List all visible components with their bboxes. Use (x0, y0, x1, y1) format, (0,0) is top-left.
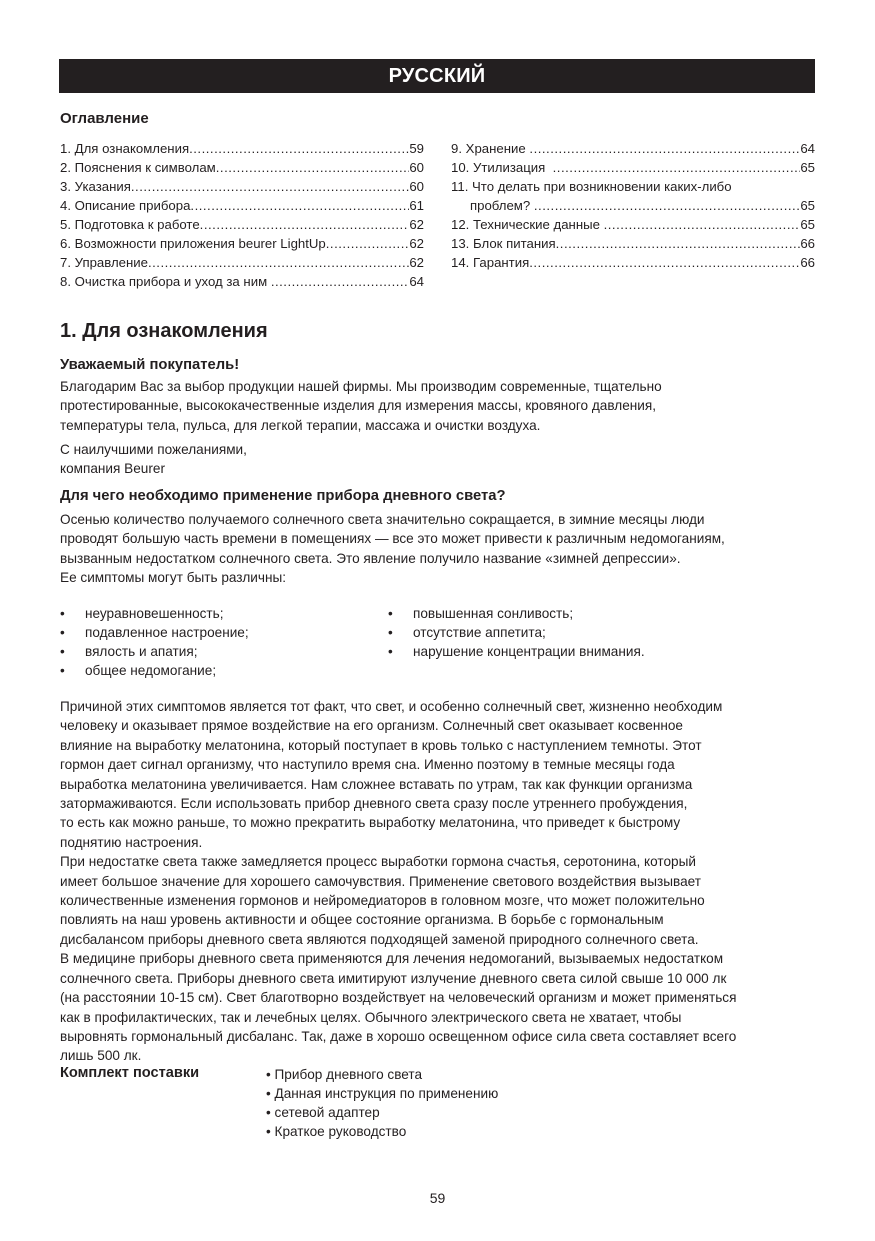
list-item: • повышенная сонливость; (388, 606, 574, 621)
signature: С наилучшими пожеланиями, компания Beurer (60, 442, 247, 477)
kit-heading: Комплект поставки (60, 1065, 200, 1081)
symptoms-list-right (388, 604, 645, 661)
list-item: • Данная инструкция по применению (266, 1086, 499, 1101)
why-heading: Для чего необходимо применение прибора дневного света? (60, 488, 506, 504)
language-title: РУССКИЙ (388, 65, 486, 87)
toc-entry[interactable]: 13. Блок питания ..... 66 (451, 234, 815, 253)
list-item: • нарушение концентрации внимания. (388, 644, 645, 659)
bullet-icon: • (60, 606, 65, 621)
bullet-icon: • (388, 606, 393, 621)
section-heading: 1. Для ознакомления (60, 320, 268, 342)
list-item: • неуравновешенность; (60, 606, 224, 621)
toc-entry[interactable]: 1. Для ознакомления ..... 59 (60, 139, 424, 158)
page-number: 59 (429, 1190, 446, 1206)
list-item: • подавленное настроение; (60, 625, 249, 640)
toc-entry[interactable]: 8. Очистка прибора и уход за ним ..... 64 (60, 272, 424, 291)
bullet-icon: • (60, 625, 65, 640)
bullet-icon: • (388, 644, 393, 659)
kit-list (266, 1065, 498, 1141)
toc-entry[interactable]: 3. Указания ..... 60 (60, 177, 424, 196)
toc-entry[interactable]: 14. Гарантия ..... 66 (451, 253, 815, 272)
bullet-icon: • (60, 644, 65, 659)
greeting-heading: Уважаемый покупатель! (60, 357, 240, 373)
toc-entry[interactable]: 10. Утилизация ..... 65 (451, 158, 815, 177)
toc-entry[interactable]: 5. Подготовка к работе ..... 62 (60, 215, 424, 234)
toc-left-column (60, 139, 424, 291)
list-item: • отсутствие аппетита; (388, 625, 546, 640)
toc-entry[interactable]: 12. Технические данные ..... 65 (451, 215, 815, 234)
list-item: • Краткое руководство (266, 1124, 407, 1139)
bullet-icon: • (60, 663, 65, 678)
intro-paragraph: Благодарим Вас за выбор продукции нашей фирмы. Мы производим современные, тщательно протестированные, высококачественные изделия для измерения массы, кровяного давления, температуры тела, пульса, для легкой терапии, массажа и очистки воздуха. (60, 379, 662, 433)
cause-paragraph: Причиной этих симптомов является тот факт, что свет, и особенно солнечный свет, жизненно необходим человеку и оказывает прямое воздействие на его организм. Солнечный свет оказывает косвенное влияние на выработку мелатонина, который поступает в кровь только с наступлением темноты. Этот гормон дает сигнал организму, что наступило время сна. Именно поэтому в темные месяцы года выработка мелатонина увеличивается. Нам сложнее вставать по утрам, так как функции организма затормаживаются. Если использовать прибор дневного света сразу после утреннего пробуждения, то есть как можно раньше, то можно прекратить выработку мелатонина, что приведет к быстрому поднятию настроения. При недостатке света также замедляется процесс выработки гормона счастья, серотонина, который имеет большое значение для хорошего самочувствия. Применение светового воздействия вызывает количественные изменения гормонов и нейромедиаторов в головном мозге, что может положительно повлиять на наш уровень активности и общее состояние организма. В борьбе с гормональным дисбалансом приборы дневного света являются подходящей заменой природного солнечного света. В медицине приборы дневного света применяются для лечения недомоганий, вызываемых недостатком солнечного света. Приборы дневного света имитируют излучение дневного света силой свыше 10 000 лк (на расстоянии 10-15 см). Свет благотворно воздействует на человеческий организм и может применяться как в профилактических, так и лечебных целях. Обычного электрического света не хватает, чтобы выровнять гормональный дисбаланс. Так, даже в хорошо освещенном офисе сила света составляет всего лишь 500 лк. (60, 699, 737, 1064)
list-item: • сетевой адаптер (266, 1105, 380, 1120)
language-header-bar (59, 59, 815, 93)
toc-title: Оглавление (60, 110, 149, 127)
toc-entry[interactable]: 7. Управление ..... 62 (60, 253, 424, 272)
bullet-icon: • (388, 625, 393, 640)
symptoms-list-left (60, 604, 249, 680)
list-item: • вялость и апатия; (60, 644, 198, 659)
toc-entry-continuation[interactable]: проблем? ..... 65 (451, 196, 815, 215)
list-item: • общее недомогание; (60, 663, 217, 678)
why-paragraph: Осенью количество получаемого солнечного света значительно сокращается, в зимние месяцы люди проводят большую часть времени в помещениях — все это может привести к различным недомоганиям, вызванным недостатком солнечного света. Это явление получило название «зимней депрессии». Ее симптомы могут быть различны: (60, 512, 725, 586)
toc-entry[interactable]: 9. Хранение ..... 64 (451, 139, 815, 158)
toc-entry[interactable]: 11. Что делать при возникновении каких-либо (451, 179, 732, 194)
toc-entry[interactable]: 4. Описание прибора ..... 61 (60, 196, 424, 215)
list-item: • Прибор дневного света (266, 1067, 423, 1082)
toc-right-column (451, 139, 815, 272)
toc-entry[interactable]: 2. Пояснения к символам ..... 60 (60, 158, 424, 177)
toc-entry[interactable]: 6. Возможности приложения beurer LightUp ..... 62 (60, 234, 424, 253)
